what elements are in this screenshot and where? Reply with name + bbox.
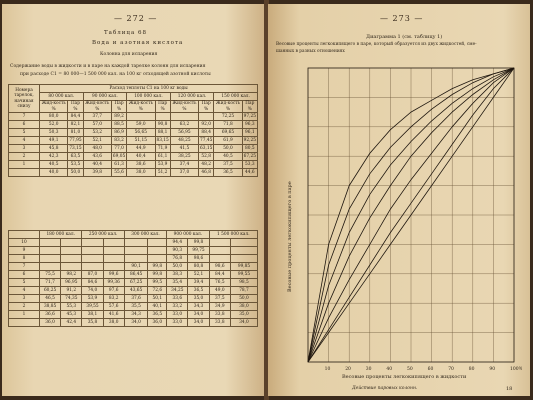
value-cell [82,255,103,263]
x-tick-label: 60 [427,367,434,372]
value-cell: 69,05 [112,154,126,159]
value-cell: 38,0 [231,303,258,311]
table-row [9,263,258,271]
value-cell: 43,6 [83,153,111,161]
table-row [9,161,258,169]
group-header: 900 000 кал. [167,231,209,239]
table-row [9,129,258,137]
value-cell: 94,4 [167,239,188,247]
value-cell: 37,6 [124,295,148,303]
value-cell: 49,0 [209,287,230,295]
value-cell: 63,5 [68,153,83,161]
table-caption-2: при расходе C1 = 80 000—1 500 000 кал. на 100 кг отходящей азотной кислоты [20,72,211,77]
value-cell: 69,65 [214,129,242,137]
table-row [9,137,258,145]
value-cell: 77,0 [111,145,126,153]
table-row [9,279,258,287]
value-cell: 73,15 [69,146,82,151]
row-number-cell: 3 [9,145,40,153]
value-cell: 34,25 [167,287,188,295]
sub-header: Пар % [242,101,257,113]
value-cell: 59,0 [127,121,155,129]
group-header: 120 000 кал. [170,93,214,101]
value-cell: 45,3 [61,311,82,319]
value-cell [103,239,124,247]
row-number-cell [9,319,40,327]
group-header: 100 000 кал. [127,93,171,101]
value-cell: 39,4 [188,279,209,287]
value-cell [124,255,148,263]
value-cell: 37,7 [83,113,111,121]
value-cell: 99,6 [103,271,124,279]
value-cell: 76,5 [209,279,230,287]
table-row [9,247,258,255]
value-cell: 83,15 [156,138,169,143]
value-cell: 99,85 [231,263,258,271]
x-tick-label: 90 [489,367,496,372]
value-cell: 37,5 [209,295,230,303]
top-header: Расход теплоты C1 на 100 кг воды [40,85,258,93]
value-cell: 71,9 [155,145,170,153]
group-header: 80 000 кал. [40,93,84,101]
value-cell: 98,6 [209,263,230,271]
value-cell: 52,1 [188,271,209,279]
value-cell: 51,2 [155,169,170,177]
value-cell: 34,3 [188,303,209,311]
value-cell: 36,0 [40,319,61,327]
table-row [9,255,258,263]
value-cell: 83,2 [111,137,126,145]
value-cell: 38,1 [82,311,103,319]
value-cell [155,113,170,121]
value-cell: 34,3 [124,311,148,319]
value-cell [209,247,230,255]
value-cell [61,239,82,247]
value-cell [231,239,258,247]
value-cell: 42,4 [61,319,82,327]
value-cell: 98,5 [231,279,258,287]
row-number-cell: 3 [9,295,40,303]
value-cell: 91,2 [61,287,82,295]
table-subtitle: Вода и азотная кислота [92,40,184,46]
value-cell: 36,5 [148,311,167,319]
value-cell [148,255,167,263]
value-cell: 35,0 [231,311,258,319]
value-cell: 56,95 [170,129,198,137]
diagram-title: Диаграмма 1 (см. таблицу 1) [366,34,443,40]
value-cell: 99,75 [188,247,209,255]
value-cell: 35,8 [82,319,103,327]
x-tick-label: 40 [386,367,393,372]
value-cell: 34,0 [231,319,258,327]
value-cell: 99,8 [188,239,209,247]
x-tick-label: 10 [324,367,331,372]
value-cell: 56,65 [127,129,155,137]
row-number-cell: 5 [9,129,40,137]
value-cell: 52,0 [40,121,68,129]
table-row [9,271,258,279]
value-cell [231,255,258,263]
value-cell: 50,0 [231,295,258,303]
value-cell: 43,65 [124,287,148,295]
value-cell [231,247,258,255]
row-number-cell: 7 [9,113,40,121]
value-cell: 84,6 [82,279,103,287]
value-cell [40,255,61,263]
row-number-cell [9,169,40,177]
value-cell: 34,9 [209,303,230,311]
sub-header: Жид-кость % [214,101,242,113]
value-cell: 61,9 [214,137,242,145]
group-header: 90 000 кал. [83,93,127,101]
value-cell: 51,15 [127,137,155,145]
value-cell: 99,8 [148,271,167,279]
row-number-cell: 5 [9,279,40,287]
sub-header: Жид-кость % [170,101,198,113]
value-cell [82,263,103,271]
value-cell: 34,0 [188,319,209,327]
value-cell: 37,4 [170,161,198,169]
value-cell: 50,0 [68,169,83,177]
row-number-cell: 1 [9,161,40,169]
x-tick-label: 80 [468,367,475,372]
value-cell: 38,3 [167,271,188,279]
row-number-cell: 7 [9,263,40,271]
value-cell: 98,6 [188,255,209,263]
row-number-cell: 4 [9,287,40,295]
sub-header: Жид-кость % [83,101,111,113]
group-header: 1 500 000 кал. [209,231,257,239]
value-cell: 48,2 [199,161,214,169]
value-cell: 77,95 [69,138,82,143]
sub-header: Жид-кость % [127,101,155,113]
row-number-cell: 2 [9,153,40,161]
diagram-svg [282,62,522,384]
value-cell: 53,5 [68,161,83,169]
value-cell: 35,5 [124,303,148,311]
page-number-right: — 273 — [380,14,424,23]
data-table-upper [8,84,258,177]
value-cell [103,263,124,271]
value-cell: 37,5 [214,161,242,169]
x-axis-label: Весовые проценты легкокипящего в жидкости [342,374,467,380]
table-row [9,121,258,129]
value-cell [40,239,61,247]
value-cell: 63,2 [170,121,198,129]
x-tick-label: 70 [448,367,454,372]
value-cell: 82,1 [68,121,83,129]
value-cell: 76,8 [167,255,188,263]
value-cell: 53,9 [155,161,170,169]
value-cell: 92,0 [199,121,214,129]
value-cell: 53,2 [83,129,111,137]
value-cell: 49,1 [40,137,68,145]
row-number-cell: 6 [9,271,40,279]
value-cell [82,247,103,255]
value-cell: 99,8 [148,263,167,271]
value-cell: 86,45 [124,271,148,279]
value-cell: 78,7 [231,287,258,295]
value-cell: 39,8 [83,169,111,177]
value-cell: 61,3 [111,161,126,169]
table-row [9,311,258,319]
page-number-left: — 272 — [114,14,158,23]
value-cell: 40,0 [40,169,68,177]
value-cell: 36,5 [188,287,209,295]
table-subtitle-2: Колонна для испарения [100,52,158,57]
value-cell: 52,1 [83,137,111,145]
right-page [268,4,530,396]
value-cell: 61,1 [155,153,170,161]
footer-page: 18 [506,386,513,392]
value-cell [40,263,61,271]
value-cell: 99,5 [148,279,167,287]
row-number-cell: 10 [9,239,40,247]
value-cell: 33,2 [167,303,188,311]
value-cell: 50,0 [167,263,188,271]
table-row [9,287,258,295]
value-cell: 99,55 [231,271,258,279]
left-page [2,4,265,396]
value-cell: 63,15 [200,146,213,151]
value-cell: 72,25 [214,113,242,121]
value-cell: 33,0 [167,319,188,327]
diagram-header-2: шанных в разных отношениях [276,49,345,54]
table-row [9,303,258,311]
value-cell: 71,7 [40,279,61,287]
value-cell: 33,8 [209,311,230,319]
value-cell: 97,6 [103,287,124,295]
group-header: 300 000 кал. [124,231,166,239]
table-row [9,153,258,161]
value-cell [61,255,82,263]
value-cell: 60,25 [40,287,61,295]
sub-header: Пар % [68,101,83,113]
row-number-cell: 4 [9,137,40,145]
value-cell: 90,8 [155,121,170,129]
value-cell: 45,8 [40,145,68,153]
value-cell: 48,25 [170,137,198,145]
value-cell: 67,25 [243,154,256,159]
row-number-cell: 8 [9,255,40,263]
table-row [9,319,258,327]
value-cell: 84,4 [68,113,83,121]
value-cell [209,255,230,263]
diagram-chart [282,62,522,384]
value-cell: 35,0 [188,295,209,303]
value-cell: 34,0 [124,319,148,327]
value-cell [170,113,198,121]
value-cell [103,247,124,255]
table-caption-1: Содержание воды в жидкости и в паре на каждой тарелке колонн для испарения [10,64,206,69]
value-cell: 46,5 [40,295,61,303]
x-tick-label: 100% [510,367,522,372]
value-cell: 53,9 [82,295,103,303]
value-cell: 36,6 [40,311,61,319]
value-cell [82,239,103,247]
diagram-header-1: Весовые проценты легкокипящего в паре, который образуется из двух жидкостей, сме- [276,42,477,47]
value-cell: 40,4 [127,153,155,161]
value-cell: 80,8 [188,263,209,271]
value-cell: 67,25 [124,279,148,287]
value-cell: 92,25 [243,138,256,143]
sub-header: Пар % [111,101,126,113]
value-cell: 40,5 [214,153,242,161]
row-number-cell: 6 [9,121,40,129]
value-cell: 88,4 [199,129,214,137]
value-cell: 88,1 [155,129,170,137]
value-cell: 34,0 [188,311,209,319]
row-header: Номера тарелок, начиная снизу [9,85,40,113]
value-cell: 44,6 [242,169,257,177]
value-cell: 87,0 [82,271,103,279]
group-header: 180 000 кал. [40,231,82,239]
y-axis-label: Весовые проценты легкокипящего в паре [287,181,293,292]
value-cell [124,239,148,247]
value-cell: 53,3 [242,161,257,169]
group-header: 150 000 кал. [214,93,258,101]
table-row [9,169,258,177]
value-cell: 41,5 [170,145,198,153]
value-cell: 99,36 [103,279,124,287]
value-cell: 98,2 [61,271,82,279]
value-cell [40,247,61,255]
value-cell: 38,85 [40,303,61,311]
value-cell: 81,0 [68,129,83,137]
group-header: 250 000 кал. [82,231,124,239]
footer-note: Действие паровых колонн. [352,386,418,391]
value-cell: 33,0 [167,311,188,319]
value-cell: 38,25 [170,153,198,161]
sub-header: Пар % [199,101,214,113]
value-cell: 39,55 [82,303,103,311]
value-cell: 40,5 [40,161,68,169]
value-cell: 90,3 [167,247,188,255]
value-cell: 72,6 [148,287,167,295]
value-cell: 44,9 [127,145,155,153]
value-cell: 36,0 [148,319,167,327]
value-cell: 71,8 [214,121,242,129]
value-cell: 36,5 [214,169,242,177]
value-cell: 96,1 [242,129,257,137]
value-cell: 50,3 [40,129,68,137]
value-cell: 41,6 [103,311,124,319]
value-cell: 42,3 [40,153,68,161]
table-row [9,113,258,121]
table-row [9,239,258,247]
data-table-lower [8,230,258,327]
value-cell: 80,5 [242,145,257,153]
value-cell: 57,6 [103,303,124,311]
value-cell: 97,25 [243,114,256,119]
row-number-cell: 9 [9,247,40,255]
value-cell: 55,6 [111,169,126,177]
row-number-cell: 1 [9,311,40,319]
value-cell: 86,9 [111,129,126,137]
value-cell: 50,0 [214,145,242,153]
x-tick-label: 20 [345,367,351,372]
value-cell: 74,35 [61,295,82,303]
value-cell: 57,0 [83,121,111,129]
sub-header: Жид-кость % [40,101,68,113]
value-cell: 96,95 [61,279,82,287]
value-cell: 52,8 [199,153,214,161]
value-cell [103,255,124,263]
value-cell [124,247,148,255]
value-cell [209,239,230,247]
value-cell: 38,0 [103,319,124,327]
value-cell [148,239,167,247]
value-cell: 37,0 [170,169,198,177]
value-cell [61,247,82,255]
value-cell: 88,5 [111,121,126,129]
table-title: Таблица 68 [104,30,147,36]
value-cell [61,263,82,271]
sub-header: Пар % [155,101,170,113]
x-tick-label: 50 [407,367,413,372]
value-cell: 75,5 [40,271,61,279]
value-cell: 46,8 [199,169,214,177]
value-cell: 80,0 [40,113,68,121]
value-cell: 38,6 [127,161,155,169]
value-cell: 77,45 [200,138,213,143]
value-cell: 48,0 [83,145,111,153]
value-cell: 38,0 [127,169,155,177]
value-cell: 33,8 [209,319,230,327]
value-cell: 55,3 [61,303,82,311]
value-cell: 90,1 [124,263,148,271]
table-row [9,295,258,303]
value-cell: 33,6 [167,295,188,303]
value-cell: 40,1 [148,303,167,311]
value-cell: 74,0 [82,287,103,295]
value-cell [127,113,155,121]
value-cell: 35,4 [167,279,188,287]
value-cell: 89,2 [111,113,126,121]
value-cell: 40,4 [83,161,111,169]
value-cell: 50,1 [148,295,167,303]
x-tick-label: 30 [365,367,372,372]
value-cell: 83,2 [103,295,124,303]
value-cell: 96,3 [242,121,257,129]
value-cell [199,113,214,121]
value-cell [148,247,167,255]
value-cell: 84,4 [209,271,230,279]
table-row [9,145,258,153]
row-number-cell: 2 [9,303,40,311]
